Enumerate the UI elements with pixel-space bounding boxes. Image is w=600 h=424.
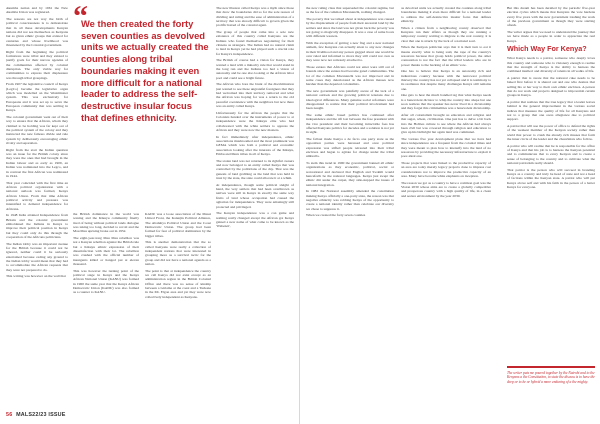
paragraph: The new illusion called Kenya was a myth since those that drew the boundaries did so for the sole reason of dividing and ruling and the ease of administration of a territory that was already difficult to govern given the prolific hatred of the colonial agent. (216, 6, 294, 28)
paragraph: The African who bore the brunt of the discrimination just wanted to see these ungrateful foreigners that they had welcomed into their territory removed and what the African was hoping for was a return to the old peaceful coexistence with the neighbors but now there was an entity called Kenya. (216, 82, 294, 109)
paragraph: The point is that at independence the country we call Kenya did not exist except as an administration region in the British Colonial Office and there was no sense of kinship between a Giriama at the coast and a Turkana in the Mt. Elgon area and yet they were now collectively independent as Kenyans. (145, 268, 211, 299)
paragraph: The Indian lobby was an important avenue for the British because it could not be ignored, neither could it be seriously entertained because ceding any ground to the Indian lobby would mean that they had to accommodate the African requests that they were not prepared to do. (6, 241, 68, 272)
paragraph: Right from the start the Indian question was an issue for the British colony since they were the ones that had brought in the Indian labour and as early as 1909, an Indian was nominated into the Legco, and in contrast the first African was nominated in 1944. (6, 147, 68, 178)
right-column-1 (306, 6, 394, 416)
paragraph: Unfortunately for the African the people that the Colonists handed over the instruments of power to at independence were the Kikuyu elite who had collaborated with the white settlers to oppress the African and they were now the new masters. (216, 110, 294, 133)
paragraph: From 1907 the legislative council of Kenya (LegCo) became the legislative organ which was modelled on the Westminster system. This was exclusively for Europeans and it was set up to serve the European community that was settling in Kenya. (6, 82, 68, 113)
paragraph: The new government was painfully aware of the lack of a national outlook and the growing political tensions due to ideological differences. Many genuine social reformers were disappointed to realize that their political involvement had been naught. (306, 89, 394, 111)
paragraph: The stolen land was not returned to its rightful owners and now belonged to an entity called Kenya that was controlled by the politicians of the day. That was the genesis of land grabbing as the land that was held in trust by the state, the state could allocate it at a whim. (216, 158, 294, 181)
paragraph: A patriot that realizes that the true legacy that a leader leaves behind is the general improvement in the various social indices that measure the quality of life for all Kenyans and not to a group that one owes allegiance due to political support. (507, 100, 595, 122)
paragraph: That year coincided with the first time an African political organization with a national outlook was formed, Kenya African Union. From that time African political activity and pressure was intensified to demand independence for Africans. (6, 180, 68, 211)
paragraph: the British dominance in the world was waning and the Kikuyu community finally tired of being without political lands dialogue was taking too long, decided to revolt and the Mau Mau uprising broke out in 1952. (73, 212, 139, 234)
section-heading: Which Way For Kenya? (507, 44, 587, 54)
paragraph: A patriot that will use the power of office to defend the rights of the weakest member of the Kenyan society rather than wield that power to crush the already rich masses that form the inner circle of the leader and the chauvinists who follow. (507, 124, 595, 142)
paragraph: The colonial government went out of their way to ensure that the African, whom they claimed to be holding was far kept out of the political system of the colony and they instructed the new famous divide and rule system by deliberately encouraging ethnic rivalry and separation. (6, 115, 68, 146)
paragraph: A patriot that is aware that the national cake needs to be baked first before it is shared out and one who desires that selling his or her way to their own ethnic enclaves. A person that do not work and projects designed to impoverish certain groups in Kenya. (507, 76, 595, 98)
paragraph: But this dream has been derailed by the periodic five-year election cycles which means that Kenyans the vote hardens every five years with the new government trashing the work of the previous government as though they were starting afresh. (507, 6, 595, 28)
paragraph: the new ruling class that superseded the colonial regime, but as the fee of the common Mwananchi, nothing changed. (306, 6, 394, 15)
paragraph: The British of course had a vision for Kenya, they wanted a land with a minority rule that would stand in the long run and the Indians too had a vision of autonomy and be one also looking at the African labor pool and could see a bright future. (216, 58, 294, 80)
paragraph: The reason we got as a country to have a common goal was the Vision 2030 whose aims are to create a globally competitive and prosperous country with a high quality of life, in a clean and secure environment by the year 2030. (401, 180, 491, 198)
paragraph: Those projects that were linked to the productive capacity of an area are today merely legacy projects done to impress cost considerations not to improve the productive capacity of an area. Many have become white elephants on inception. (401, 161, 491, 179)
paragraph: One has to believe that Kenya is an autonomy rich and industrious country because with the narrowest political thievery the country has not yet collapsed and it is testimony to its resilience that despite many challenges Kenya still remains one. (401, 69, 491, 91)
paragraph: The poverty that we talked about at independence was caused by the displacement of people from their ancestral land by the settlers and since the land was not given back the poverty was not going to magically disappear. It was a case of same boots with different wearers. (306, 16, 394, 39)
paragraph: KADU was a loose association of the Masai United Front, the Kalenjin Political Alliance, The Abaluhya Political Union and the Coast Democratic Union. The group had been formed for fear of political domination by the bigger tribes. (145, 212, 211, 238)
left-column-2 (73, 212, 211, 402)
paragraph: The fallout made Kenya a de facto one party state as the opposition parties were harassed and once political expression was stifled people retreated into their tribal enclaves and began to agitate for change under the tribal umbrella. (306, 137, 394, 159)
paragraph: The writer argues that we need to understand the journey that we have made as a people in order to appreciate the real Kenya. (507, 30, 595, 43)
paragraph: In 1982 the National assembly amended the constitution making Kenya officially a one-party state, the reason was that negative ethnicity was robbing Kenya of the opportunity to create a national identity rather than celebrate our diversity we chose to suppress it. (306, 189, 394, 211)
right-column-3 (507, 6, 595, 362)
right-page (300, 0, 600, 424)
paragraph: The group of people that came into a sole new existence of this country called Kenyans are the Indians who found themselves negotiating for their citizens as strangers. The Indian had no natural claim to land in Kenya yet he had played such a crucial role for Kenya's independence. (216, 30, 294, 56)
paragraph: Akumba nation and by 1961 the New Akamba Union was registered. (6, 6, 68, 15)
footnote-text: The writer puts me poured together by the Nairobi and to the Kenyans a the Constitution, to state the discuss is to have the deep or to be or hybrid a more enduring of a the mighty. (507, 371, 595, 384)
paragraph: When a citizen from a neighboring county observed that Kenyans run their affairs as though they are running a temporary country waiting to migrate to the real country, it is clear that one is struck by the lack of a national soul. (401, 25, 491, 43)
paragraph: Right from the beginning the political formations were tribal and they existed to justify goals for their narrow agendas of the communities affected by colonial disruption. The only viable way for communities to express their displeasure was through tribal groupings. (6, 49, 68, 80)
paragraph: At independence, though some political sleight of hand, the very settlers that had been overthrown as natives were still in Kenya in exactly the same way fruits of land whose occupation had caused the agitation for independence. They were amazingly still protected and privileged. (216, 182, 294, 209)
paragraph: What Kenya needs is a patriot, someone who deeply loves this country and someone who is visionary enough to realize that the strength of Kenya is the ability to harness the combined intellect and diversity of talents in all walks of life. (507, 56, 595, 74)
paragraph: In fact immediately after independence, ethnic associations mushroomed and the most prominent was GEMA which was both a political and economic association looking after the interests of the Kikuyu, Embu and Meru tribes in all of Kenya. (216, 134, 294, 157)
paragraph: In 1948 India attained Independence from Britain and the colonial government emboldened the Indians in Kenya to improve their political position in Kenya but they could only do this through the cooperation of the Africans politicians. (6, 213, 68, 239)
paragraph: One gets to hear the much bandied tag that what Kenya needs is a benevolent dictator to whip the country into shape but one soon realizes that the speaker has never lived in a dictatorship and they forget this criminalities was a benevolent dictatorship. (401, 93, 491, 111)
paragraph: The Kenyan independence was a con game and nothing really changed except the African got Kenya gained a new name of what came to be known as the 'Wabenzi', (216, 211, 294, 229)
left-column-1 (6, 6, 68, 402)
paragraph: The reasons are not way the birth of political consciousness is to demonstrate that in all these developments Kenyan nations did not see themselves as Kenyans but as given ethnic groups that existed for centuries and whose livelihood was threatened by the Colonial government. (6, 16, 68, 48)
page-footer-left (6, 412, 66, 418)
paragraph: as devolved units we actually created the counties along tribal boundaries making it even more difficult for a national leader to address the self-destructive insular focus that defines ethnicity. (401, 6, 491, 24)
paragraph: When the Kenyan politician says that it is their turn to eat it means exactly what is being said, the rape of the country's resources because that group holds political power, the other connotation is not the fact that the tribal leaders who are in power thanks to the backing of an ethnic vote. (401, 45, 491, 67)
paragraph: The various five year development plans that we have had since independence are a frequent from the colonial times and they were meant to plan how to intensify into the land of no resources by providing the necessary infrastructure to exploit it poor-ideal one. (401, 137, 491, 159)
paragraph: Those estates that Africans could not enter were still out of bounds since the estates had become gated communities. The lot of the common Mwananchi was not improved and in some cases they deteriorated as the African masses now harsher than the departed colonialists. (306, 65, 394, 87)
paragraph: The same ethnic based politics has continued after independence and the rift lost between the free president with the vice president and their becoming intractable foes has affected Kenyans politics for decades and a solution is not yet in sight. (306, 113, 394, 135)
paragraph: To stem this trend in 1990 the government banned all ethnic organizations as they economic, political, social or recreational and declared that English and Swahili would henceforth be the national languages. Kenya just swept the ethnic dirt under the carpet, they side-stepped the issues of national integration. (306, 161, 394, 187)
quote-mark-icon: “ (73, 4, 88, 33)
issue-label: MALS22/23 ISSUE (16, 412, 66, 418)
paragraph: After all colonialism brought us education and religion and that sugar, wheat, civilization. One just has to delve a bit back into the Hobbes culture to see where the African had always been civil but was cowered through religion and education to give up his birthright but again land was communal. (401, 113, 491, 135)
paragraph: This writing was however on the wall that (6, 274, 66, 279)
paragraph: When we created the forty seven counties (306, 213, 366, 218)
paragraph: With the exception of getting a new flag and a new national anthem, few Kenyans can actually attest to any new changes in their livelihood and any person gagged about one would be over ruled and informed to move they still could not own as they were now not remotely attached to. (306, 41, 394, 63)
paragraph: This was however the turning point of the political stage in Kenya and the Kenya African National Union (KANU) was formed in 1960 the same year that the Kenya African Democratic Union (KADU) was also formed as a counter to KANU. (73, 268, 139, 295)
paragraph: That patriot is the person who will succeed in branding Kenya as a country and truly be head of state and not a head of factions within the Kenyan state. A patriot who will put Kenya above self and with his faith in the person of a better Kenya for everyone. (507, 167, 595, 190)
right-column-2 (401, 6, 491, 416)
author-footnote (507, 366, 595, 409)
page-number-left: 56 (6, 412, 13, 418)
paragraph: A patriot who will realize that he is responsible for the office of Kenya and that his job is to harness the Kenyan potential and to communicate that to every Kenyan and to create a sense of belonging to the country and to cultivate what the national patriotism really should. (507, 143, 595, 166)
pull-quote-text: We then created the forty seven counties as devolved units we actually created the counties along tribal boundaries making it even more difficult for a national leader to address the self-destructive insular focus that defines ethnicity. (81, 18, 209, 123)
paragraph: The eight-year-long Mau Mau rebellion was not a Kenyan rebellion against the British rule but a Kikuyu ethnic expression of their dissatisfaction with their lot. The rebellion was crushed with the official number of insurgents killed or hanged put at eleven thousand. (73, 236, 139, 267)
left-column-3 (216, 6, 294, 402)
pull-quote (73, 4, 211, 210)
paragraph: This is another demonstration that the so called Kenyans were really a collection of independent nations that were interested in grouping more as a survival tactic for the group and did not have a national agenda as a nation. (145, 240, 211, 267)
